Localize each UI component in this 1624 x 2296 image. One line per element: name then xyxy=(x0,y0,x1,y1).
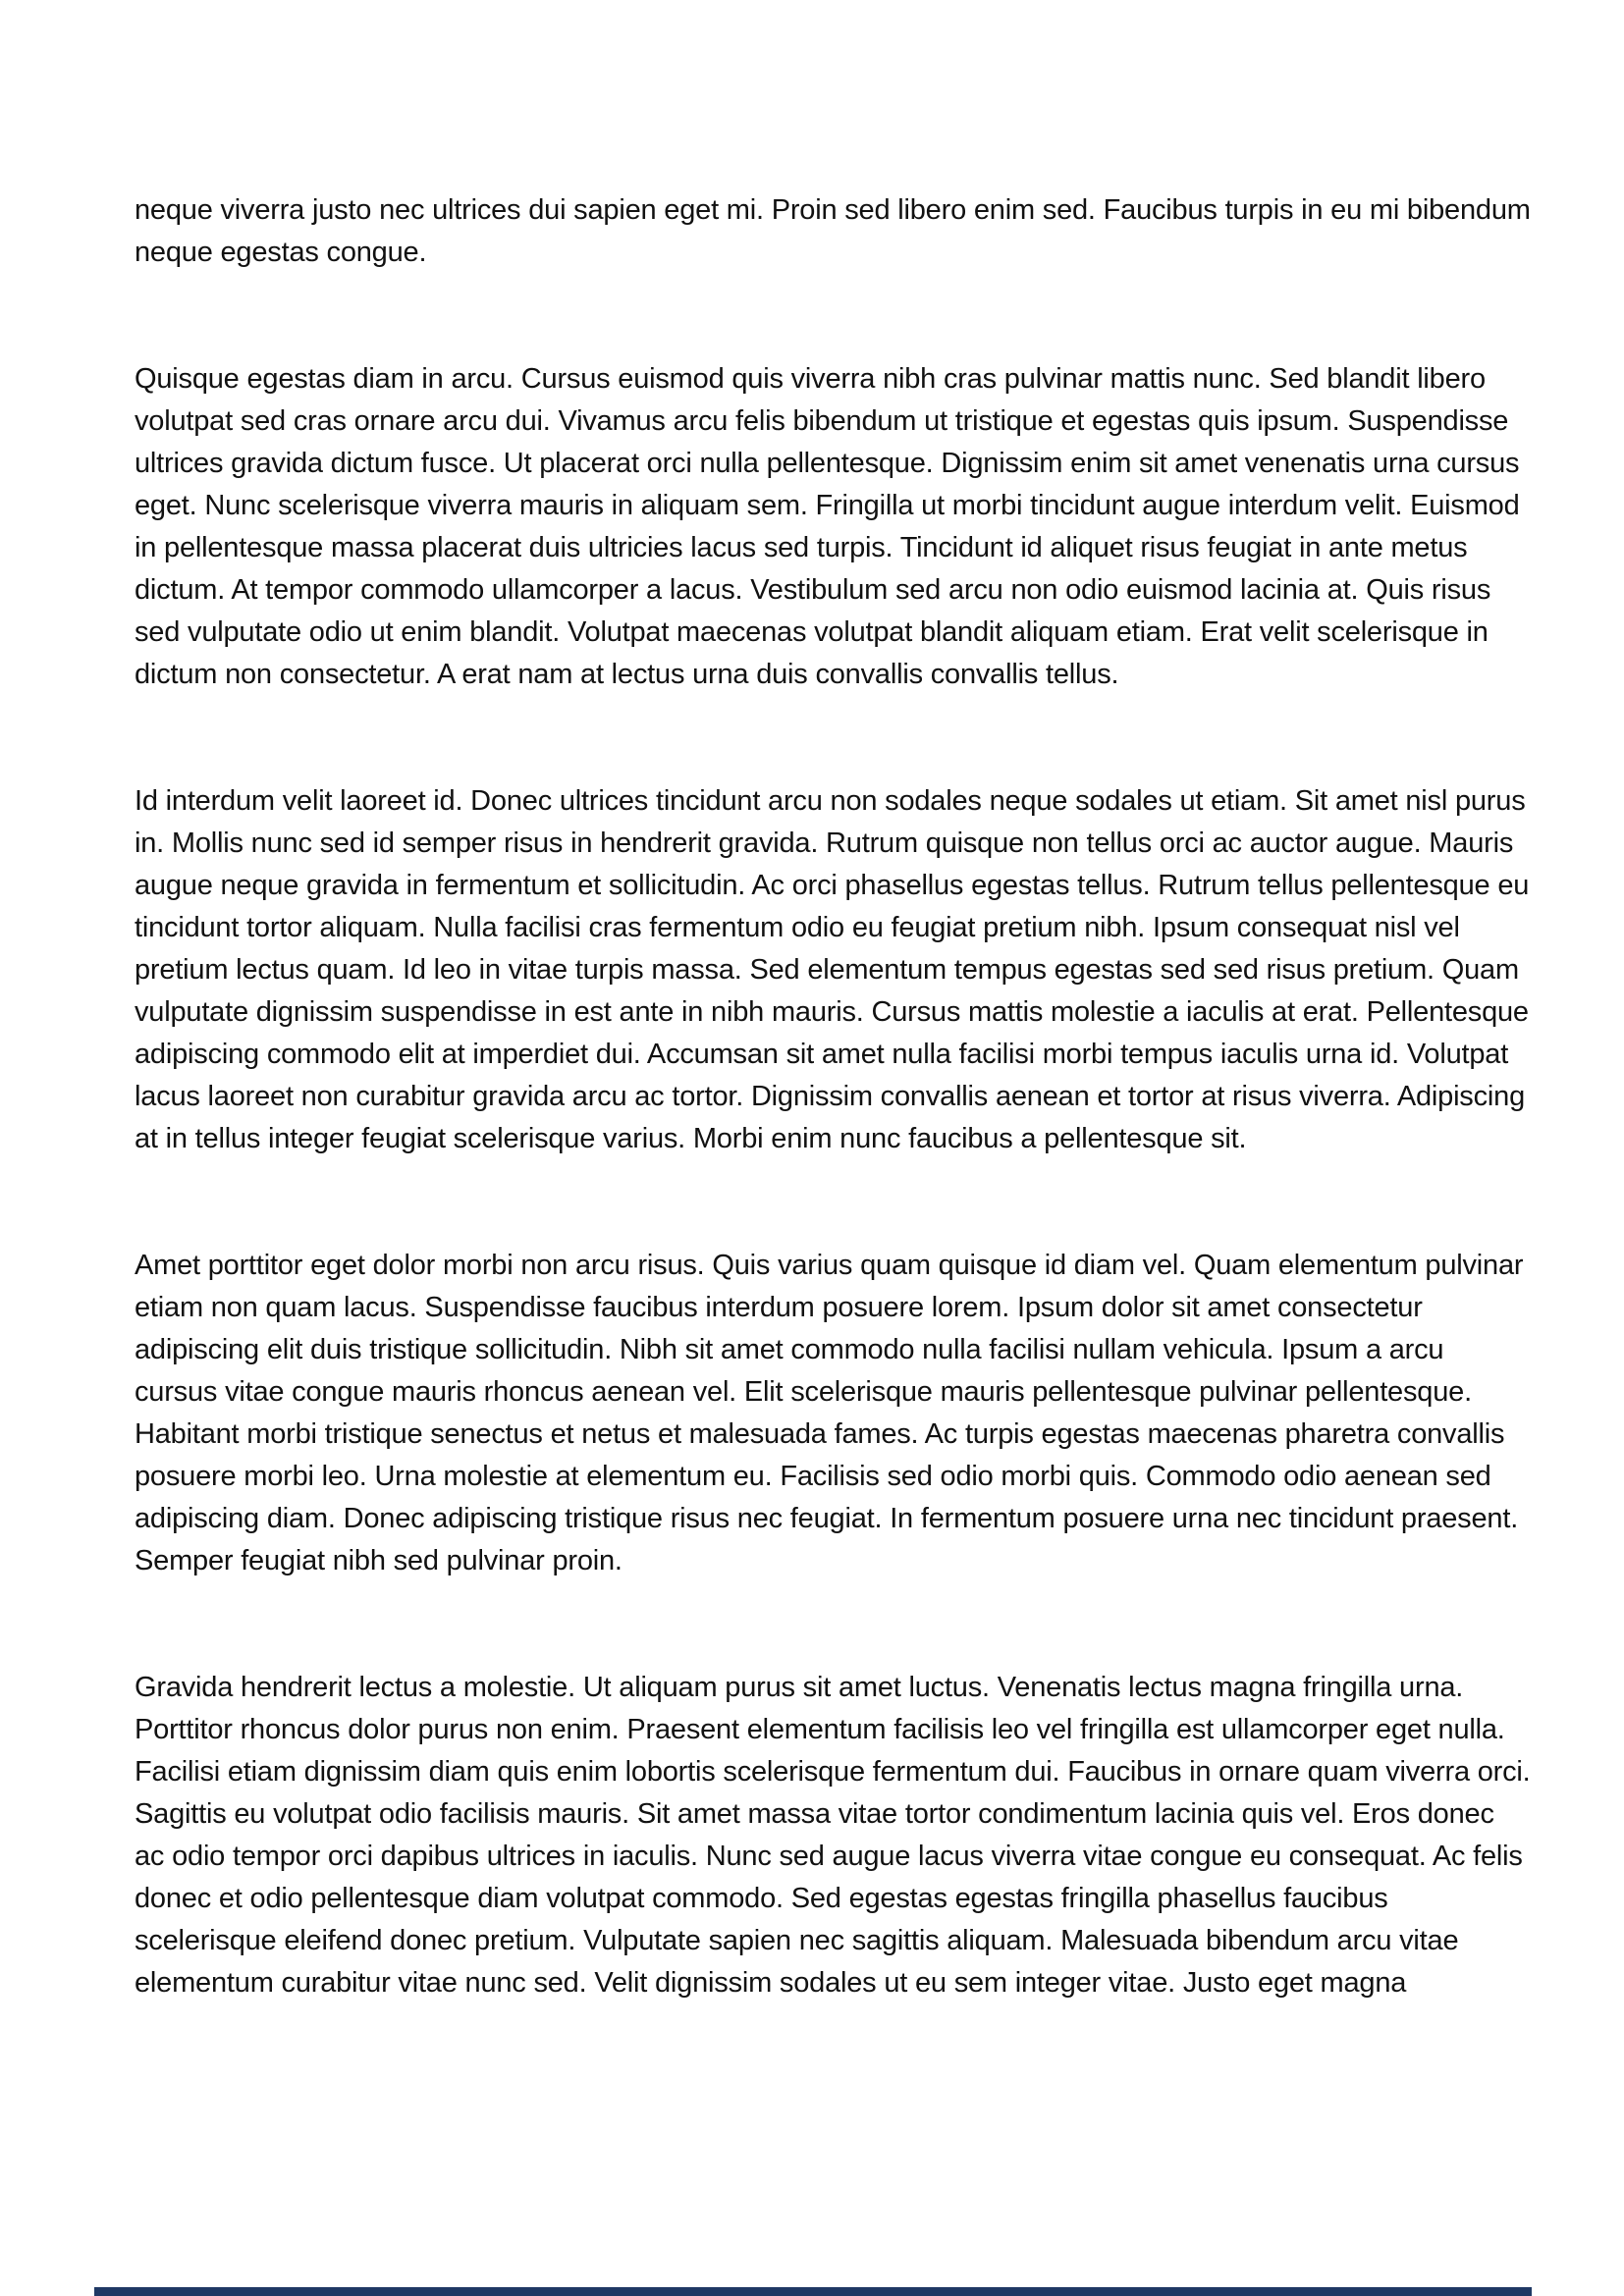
paragraph: Amet porttitor eget dolor morbi non arcu risus. Quis varius quam quisque id diam vel. Quam elementum pulvinar etiam non quam lacus. Suspendisse faucibus interdum posuere lorem. Ipsum dolor sit amet consectetur adipiscing elit duis tristique sollicitudin. Nibh sit amet commodo nulla facilisi nullam vehicula. Ipsum a arcu cursus vitae congue mauris rhoncus aenean vel. Elit scelerisque mauris pellentesque pulvinar pellentesque. Habitant morbi tristique senectus et netus et malesuada fames. Ac turpis egestas maecenas pharetra convallis posuere morbi leo. Urna molestie at elementum eu. Facilisis sed odio morbi quis. Commodo odio aenean sed adipiscing diam. Donec adipiscing tristique risus nec feugiat. In fermentum posuere urna nec tincidunt praesent. Semper feugiat nibh sed pulvinar proin. xyxy=(135,1250,1524,1576)
paragraph: neque viverra justo nec ultrices dui sapien eget mi. Proin sed libero enim sed. Faucibus turpis in eu mi bibendum neque egestas congue. xyxy=(135,194,1531,268)
paragraph: Id interdum velit laoreet id. Donec ultrices tincidunt arcu non sodales neque sodales ut etiam. Sit amet nisl purus in. Mollis nunc sed id semper risus in hendrerit gravida. Rutrum quisque non tellus orci ac auctor augue. Mauris augue neque gravida in fermentum et sollicitudin. Ac orci phasellus egestas tellus. Rutrum tellus pellentesque eu tincidunt tortor aliquam. Nulla facilisi cras fermentum odio eu feugiat pretium nibh. Ipsum consequat nisl vel pretium lectus quam. Id leo in vitae turpis massa. Sed elementum tempus egestas sed sed risus pretium. Quam vulputate dignissim suspendisse in est ante in nibh mauris. Cursus mattis molestie a iaculis at erat. Pellentesque adipiscing commodo elit at imperdiet dui. Accumsan sit amet nulla facilisi morbi tempus iaculis urna id. Volutpat lacus laoreet non curabitur gravida arcu ac tortor. Dignissim convallis aenean et tortor at risus viverra. Adipiscing at in tellus integer feugiat scelerisque varius. Morbi enim nunc faucibus a pellentesque sit. xyxy=(135,785,1530,1154)
page-bottom-bar xyxy=(94,2287,1532,2296)
paragraph: Quisque egestas diam in arcu. Cursus euismod quis viverra nibh cras pulvinar mattis nunc. Sed blandit libero volutpat sed cras ornare arcu dui. Vivamus arcu felis bibendum ut tristique et egestas quis ipsum. Suspendisse ultrices gravida dictum fusce. Ut placerat orci nulla pellentesque. Dignissim enim sit amet venenatis urna cursus eget. Nunc scelerisque viverra mauris in aliquam sem. Fringilla ut morbi tincidunt augue interdum velit. Euismod in pellentesque massa placerat duis ultricies lacus sed turpis. Tincidunt id aliquet risus feugiat in ante metus dictum. At tempor commodo ullamcorper a lacus. Vestibulum sed arcu non odio euismod lacinia at. Quis risus sed vulputate odio ut enim blandit. Volutpat maecenas volutpat blandit aliquam etiam. Erat velit scelerisque in dictum non consectetur. A erat nam at lectus urna duis convallis convallis tellus. xyxy=(135,363,1520,690)
paragraph: Gravida hendrerit lectus a molestie. Ut aliquam purus sit amet luctus. Venenatis lectus magna fringilla urna. Porttitor rhoncus dolor purus non enim. Praesent elementum facilisis leo vel fringilla est ullamcorper eget nulla. Facilisi etiam dignissim diam quis enim lobortis scelerisque fermentum dui. Faucibus in ornare quam viverra orci. Sagittis eu volutpat odio facilisis mauris. Sit amet massa vitae tortor condimentum lacinia quis vel. Eros donec ac odio tempor orci dapibus ultrices in iaculis. Nunc sed augue lacus viverra vitae congue eu consequat. Ac felis donec et odio pellentesque diam volutpat commodo. Sed egestas egestas fringilla phasellus faucibus scelerisque eleifend donec pretium. Vulputate sapien nec sagittis aliquam. Malesuada bibendum arcu vitae elementum curabitur vitae nunc sed. Velit dignissim sodales ut eu sem integer vitae. Justo eget magna xyxy=(135,1672,1531,1999)
